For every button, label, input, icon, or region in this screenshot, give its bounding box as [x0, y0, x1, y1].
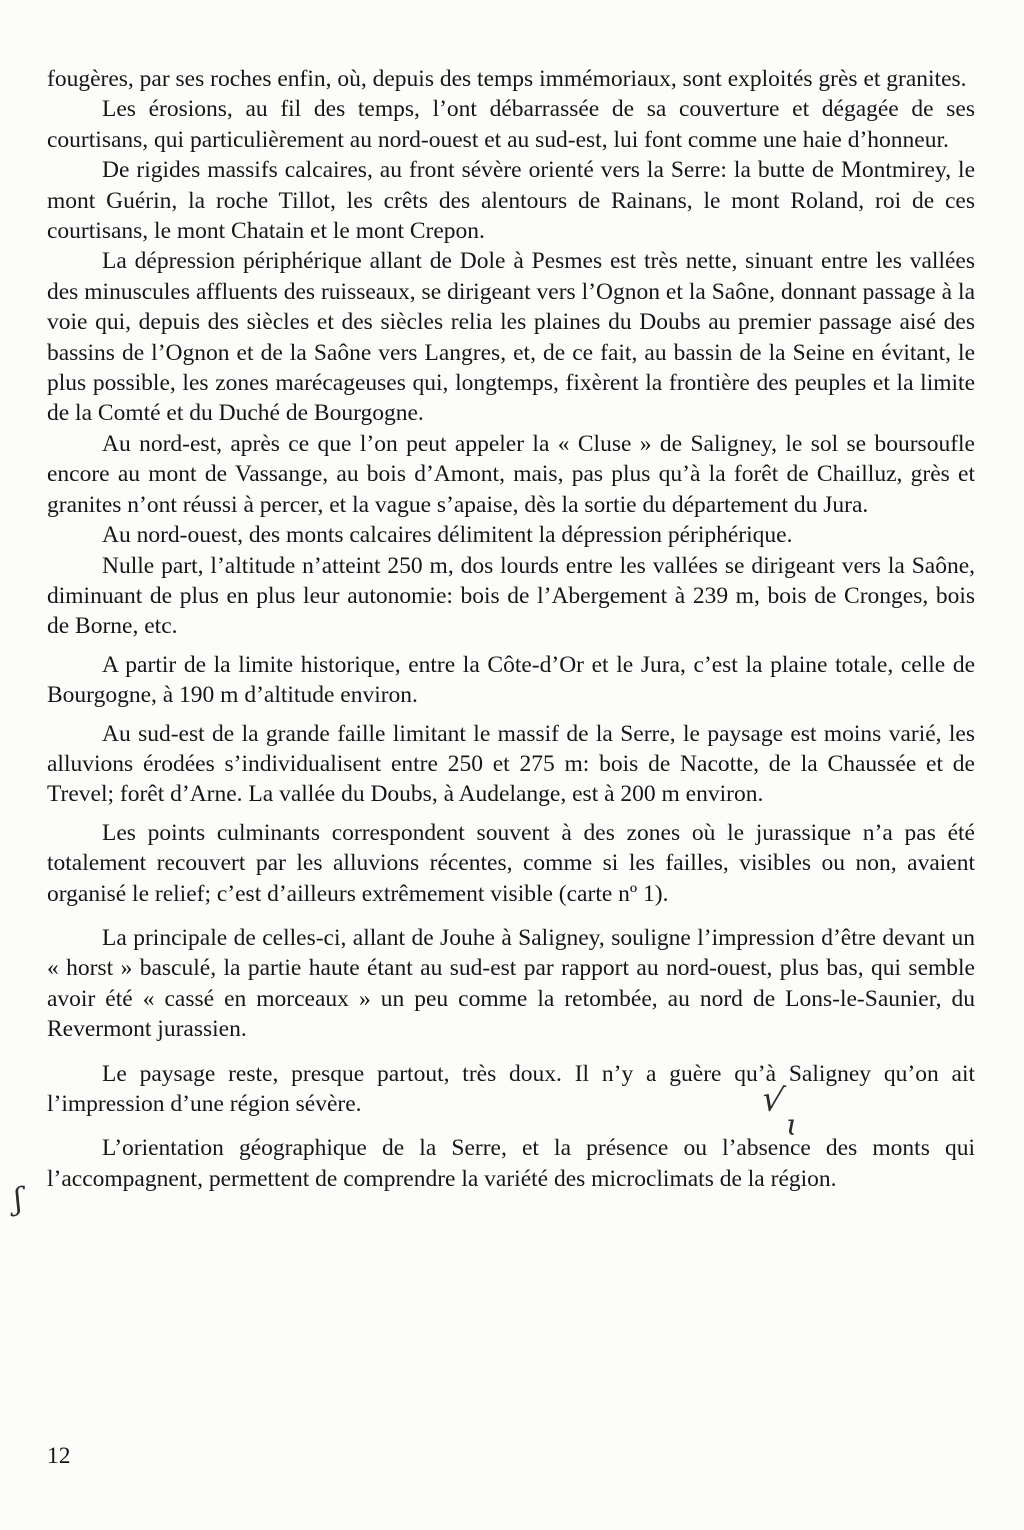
paragraph: fougères, par ses roches enfin, où, depuis des temps immémoriaux, sont exploités grès et granites. [47, 66, 967, 92]
handwritten-check-mark: √ [758, 1078, 787, 1122]
paragraph: De rigides massifs calcaires, au front sévère orienté vers la Serre: la butte de Montmirey, le mont Guérin, la roche Tillot, les crêts des alentours de Rainans, le mont Roland, roi de ces courtisans, le mont Chatain et le mont Crepon. [47, 157, 975, 245]
paragraph: Au nord-est, après ce que l’on peut appeler la « Cluse » de Saligney, le sol se boursoufle encore au mont de Vassange, au bois d’Amont, mais, pas plus qu’à la forêt de Chailluz, grès et granites n’ont réussi à percer, et la vague s’apaise, dès la sortie du département du Jura. [47, 430, 975, 518]
paragraph: La dépression périphérique allant de Dole à Pesmes est très nette, sinuant entre les vallées des minuscules affluents des ruisseaux, se dirigeant vers l’Ognon et la Saône, donnant passage à la voie qui, depuis des siècles et des siècles relia les plaines du Doubs au premier passage aisé des bassins de l’Ognon et de la Saône vers Langres, et, de ce fait, au bassin de la Seine en évitant, le plus possible, les zones marécageuses qui, longtemps, fixèrent la frontière des peuples et la limite de la Comté et du Duché de Bourgogne. [47, 248, 975, 427]
paragraph: Au sud-est de la grande faille limitant le massif de la Serre, le paysage est moins varié, les alluvions érodées s’individualisent entre 250 et 275 m: bois de Nacotte, de la Chaussée et de Trevel; forêt d’Arne. La vallée du Doubs, à Audelange, est à 200 m environ. [47, 720, 975, 808]
paragraph: A partir de la limite historique, entre la Côte-d’Or et le Jura, c’est la plaine totale, celle de Bourgogne, à 190 m d’altitude environ. [47, 651, 975, 709]
body-text [47, 64, 975, 1194]
paragraph: Les points culminants correspondent souvent à des zones où le jurassique n’a pas été totalement recouvert par les alluvions récentes, comme si les failles, visibles ou non, avaient organisé le relief; c’est d’ailleurs extrêmement visible (carte nº 1). [47, 819, 975, 907]
paragraph: La principale de celles-ci, allant de Jouhe à Saligney, souligne l’impression d’être devant un « horst » basculé, la partie haute étant au sud-est par rapport au nord-ouest, plus bas, qui semble avoir été « cassé en morceaux » un peu comme la retombée, au nord de Lons-le-Saunier, du Revermont jurassien. [47, 924, 975, 1043]
handwritten-margin-mark: ʃ [11, 1181, 25, 1218]
paragraph: Nulle part, l’altitude n’atteint 250 m, dos lourds entre les vallées se dirigeant vers la Saône, diminuant de plus en plus leur autonomie: bois de l’Abergement à 239 m, bois de Cronges, bois de Borne, etc. [47, 552, 975, 640]
paragraph: Le paysage reste, presque partout, très doux. Il n’y a guère qu’à Saligney qu’on ait l’impression d’une région sévère. [47, 1060, 975, 1117]
paragraph: L’orientation géographique de la Serre, et la présence ou l’absence des monts qui l’accompagnent, permettent de comprendre la variété des microclimats de la région. [47, 1135, 975, 1192]
paragraph: Les érosions, au fil des temps, l’ont débarrassée de sa couverture et dégagée de ses courtisans, qui particulièrement au nord-ouest et au sud-est, lui font comme une haie d’honneur. [47, 96, 975, 153]
page-number: 12 [47, 1443, 71, 1469]
handwritten-stroke-mark: ɩ [786, 1108, 798, 1143]
paragraph: Au nord-ouest, des monts calcaires délimitent la dépression périphérique. [102, 522, 793, 549]
